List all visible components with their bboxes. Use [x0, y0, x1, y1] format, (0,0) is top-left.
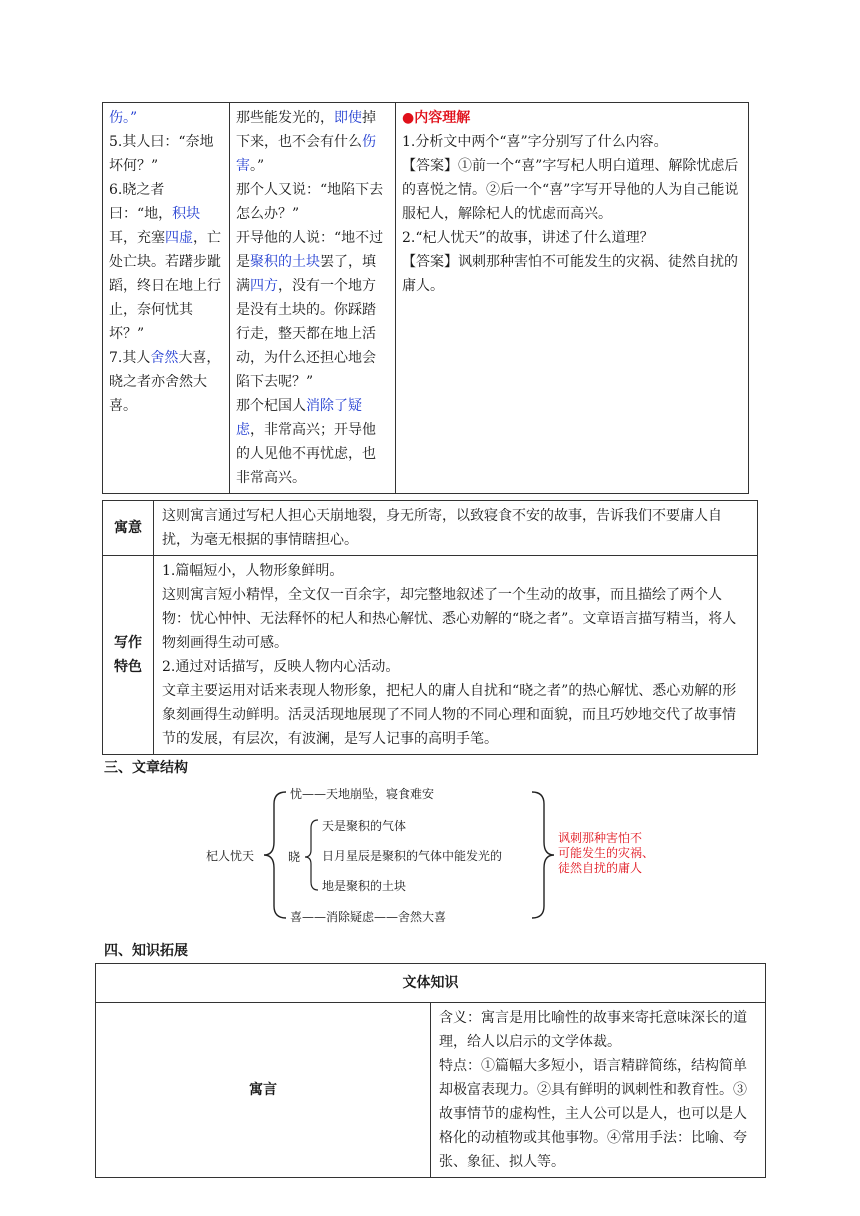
answer-1: 【答案】①前一个“喜”字写杞人明白道理、解除忧虑后的喜悦之情。②后一个“喜”字写开导他的人为自己能说服杞人，解除杞人的忧虑而高兴。 [402, 158, 739, 222]
structure-xiao-3: 地是聚积的土块 [322, 879, 407, 893]
question-2: 2.“杞人忧天”的故事，讲述了什么道理？ [402, 230, 654, 246]
structure-diagram [200, 780, 680, 930]
meaning-label: 寓意 [103, 501, 154, 556]
translation-line-3: 开导他的人说：“地不过是聚积的土块罢了，填满四方，没有一个地方是没有土块的。你踩踏行走，整天都在地上活动，为什么还担心地会陷下去呢？” [236, 230, 384, 390]
translation-line-4: 那个杞国人消除了疑虑，非常高兴；开导他的人见他不再忧虑，也非常高兴。 [236, 398, 376, 486]
section-4-title: 四、知识拓展 [104, 943, 188, 959]
meaning-text: 这则寓言通过写杞人担心天崩地裂，身无所寄，以致寝食不安的故事，告诉我们不要庸人自扰，为毫无根据的事情瞎担心。 [154, 501, 758, 556]
meaning-features-table [102, 500, 758, 755]
original-line-0: 伤。” [109, 110, 138, 126]
knowledge-table-head: 文体知识 [96, 964, 766, 1003]
translation-cell [230, 103, 396, 494]
answer-2: 【答案】讽刺那种害怕不可能发生的灾祸、徒然自扰的庸人。 [402, 254, 738, 294]
original-text-cell [103, 103, 230, 494]
features-para-1: 这则寓言短小精悍，全文仅一百余字，却完整地叙述了一个生动的故事，而且描绘了两个人物：忧心忡忡、无法释怀的杞人和热心解忧、悉心劝解的“晓之者”。文章语言描写精当，将人物刻画得生动可感。 [162, 587, 737, 651]
structure-xiao-2: 日月星辰是聚积的气体中能发光的 [322, 849, 503, 863]
features-text [154, 556, 758, 755]
fable-label: 寓言 [96, 1003, 431, 1178]
passage-table [102, 102, 749, 494]
original-line-6: 6.晓之者曰：“地，积块耳，充塞四虚，亡处亡块。若躇步跐蹈，终日在地上行止，奈何忧其坏？” [109, 182, 221, 342]
question-1: 1.分析文中两个“喜”字分别写了什么内容。 [402, 134, 668, 150]
features-label: 写作 特色 [103, 556, 154, 755]
analysis-heading: ●内容理解 [402, 110, 471, 126]
structure-xiao-1: 天是聚积的气体 [322, 819, 407, 833]
knowledge-table [95, 963, 766, 1178]
section-3-title: 三、文章结构 [104, 760, 188, 776]
analysis-cell [396, 103, 749, 494]
translation-line-1: 那些能发光的，即使掉下来，也不会有什么伤害。” [236, 110, 376, 174]
structure-xi: 喜——消除疑虑——舍然大喜 [290, 910, 447, 924]
fable-traits: 特点：①篇幅大多短小，语言精辟简练，结构简单却极富表现力。②具有鲜明的讽刺性和教育性。③故事情节的虚构性，主人公可以是人，也可以是人格化的动植物或其他事物。④常用手法：比喻、夸张、象征、拟人等。 [439, 1058, 747, 1170]
translation-line-2: 那个人又说：“地陷下去怎么办？” [236, 182, 384, 222]
structure-conclusion: 讽刺那种害怕不 可能发生的灾祸、 徒然自扰的庸人 [558, 831, 655, 875]
structure-xiao: 晓 [288, 850, 301, 864]
features-point-2: 2.通过对话描写，反映人物内心活动。 [162, 659, 400, 675]
features-para-2: 文章主要运用对话来表现人物形象，把杞人的庸人自扰和“晓之者”的热心解忧、悉心劝解的形象刻画得生动鲜明。活灵活现地展现了不同人物的不同心理和面貌，而且巧妙地交代了故事情节的发展，有层次，有波澜，是写人记事的高明手笔。 [162, 683, 737, 747]
fable-content [431, 1003, 766, 1178]
structure-root: 杞人忧天 [206, 849, 255, 863]
original-line-5: 5.其人曰：“奈地坏何？” [109, 134, 214, 174]
structure-you: 忧——天地崩坠，寝食难安 [290, 787, 435, 801]
fable-definition: 含义：寓言是用比喻性的故事来寄托意味深长的道理，给人以启示的文学体裁。 [439, 1010, 747, 1050]
features-point-1: 1.篇幅短小，人物形象鲜明。 [162, 563, 344, 579]
original-line-7: 7.其人舍然大喜，晓之者亦舍然大喜。 [109, 350, 221, 414]
